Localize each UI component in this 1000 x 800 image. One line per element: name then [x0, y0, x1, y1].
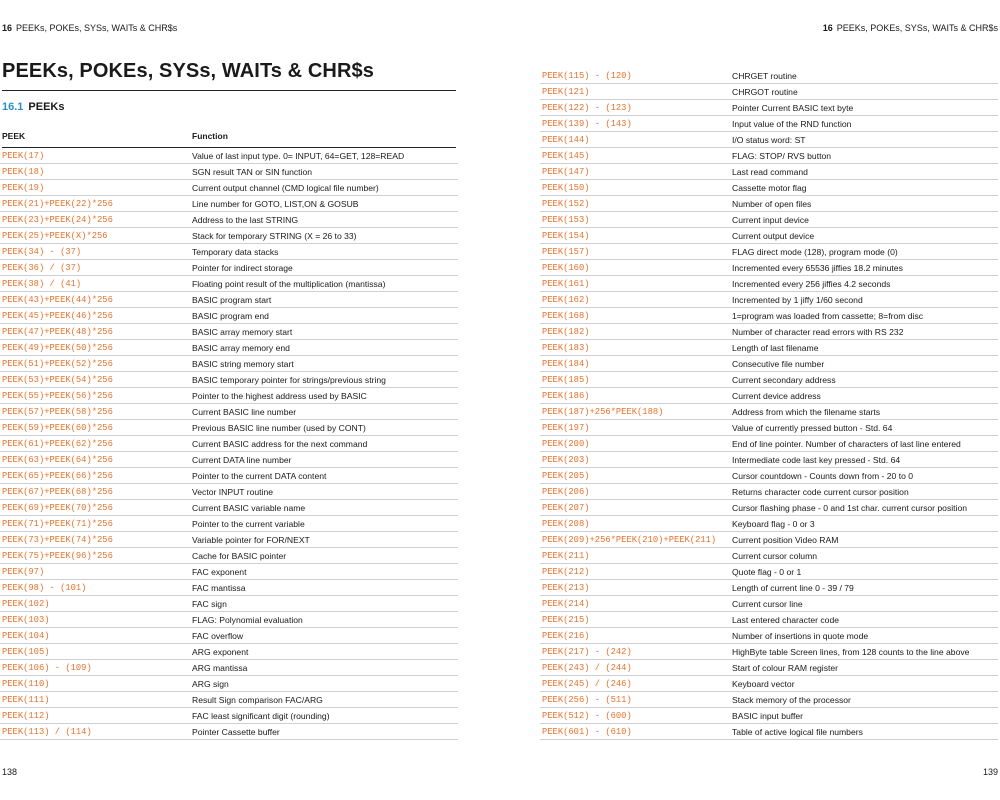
- table-row: [540, 420, 998, 436]
- peek-address: PEEK(69)+PEEK(70)*256: [2, 503, 113, 513]
- peek-address: PEEK(154): [542, 231, 590, 241]
- page-title: PEEKs, POKEs, SYSs, WAITs & CHR$s: [2, 60, 374, 82]
- function-description: HighByte table Screen lines, from 128 counts to the line above: [732, 647, 970, 657]
- table-row: [540, 468, 998, 484]
- table-row: [540, 212, 998, 228]
- page-number: 139: [982, 767, 998, 777]
- function-description: Current output channel (CMD logical file number): [192, 183, 379, 193]
- function-description: BASIC temporary pointer for strings/previous string: [192, 375, 386, 385]
- function-description: CHRGET routine: [732, 71, 797, 81]
- table-row: [540, 708, 998, 724]
- chapter-number: 16: [2, 23, 13, 33]
- column-header-function: Function: [192, 131, 228, 141]
- table-row: [0, 628, 458, 644]
- function-description: Current position Video RAM: [732, 535, 839, 545]
- table-row: [0, 164, 458, 180]
- table-row: [540, 132, 998, 148]
- table-row: [0, 676, 458, 692]
- peek-address: PEEK(18): [2, 167, 45, 177]
- peek-address: PEEK(197): [542, 423, 590, 433]
- function-description: Length of current line 0 - 39 / 79: [732, 583, 854, 593]
- peek-address: PEEK(256) - (511): [542, 695, 632, 705]
- table-row: [0, 500, 458, 516]
- peek-address: PEEK(97): [2, 567, 45, 577]
- table-row: [540, 612, 998, 628]
- function-description: Consecutive file number: [732, 359, 825, 369]
- function-description: Number of open files: [732, 199, 812, 209]
- peek-address: PEEK(512) - (600): [542, 711, 632, 721]
- table-row: [0, 708, 458, 724]
- peek-address: PEEK(187)+256*PEEK(188): [542, 407, 664, 417]
- section-title: PEEKs: [28, 101, 65, 113]
- peek-address: PEEK(184): [542, 359, 590, 369]
- peek-address: PEEK(139) - (143): [542, 119, 632, 129]
- function-description: ARG sign: [192, 679, 229, 689]
- peek-address: PEEK(103): [2, 615, 50, 625]
- table-row: [0, 404, 458, 420]
- table-row: [0, 612, 458, 628]
- chapter-title: PEEKs, POKEs, SYSs, WAITs & CHR$s: [836, 23, 998, 33]
- function-description: Current device address: [732, 391, 821, 401]
- peek-address: PEEK(212): [542, 567, 590, 577]
- function-description: Cursor flashing phase - 0 and 1st char. current cursor position: [732, 503, 968, 513]
- table-row: [540, 724, 998, 740]
- peek-address: PEEK(53)+PEEK(54)*256: [2, 375, 113, 385]
- function-description: Current BASIC variable name: [192, 503, 306, 513]
- running-head: [823, 23, 998, 33]
- peek-address: PEEK(102): [2, 599, 50, 609]
- peek-address: PEEK(214): [542, 599, 590, 609]
- function-description: FAC overflow: [192, 631, 244, 641]
- function-description: BASIC array memory end: [192, 343, 290, 353]
- table-row: [540, 116, 998, 132]
- function-description: Cassette motor flag: [732, 183, 807, 193]
- function-description: Result Sign comparison FAC/ARG: [192, 695, 323, 705]
- peek-address: PEEK(215): [542, 615, 590, 625]
- chapter-title: PEEKs, POKEs, SYSs, WAITs & CHR$s: [16, 23, 178, 33]
- peek-address: PEEK(183): [542, 343, 590, 353]
- left-page: [0, 0, 460, 800]
- peek-address: PEEK(75)+PEEK(96)*256: [2, 551, 113, 561]
- peek-address: PEEK(217) - (242): [542, 647, 632, 657]
- running-head: [2, 23, 177, 33]
- peek-address: PEEK(213): [542, 583, 590, 593]
- table-row: [0, 644, 458, 660]
- function-description: Last read command: [732, 167, 808, 177]
- table-row: [0, 180, 458, 196]
- table-row: [540, 276, 998, 292]
- chapter-number: 16: [822, 23, 833, 33]
- peek-address: PEEK(61)+PEEK(62)*256: [2, 439, 113, 449]
- peek-address: PEEK(208): [542, 519, 590, 529]
- function-description: BASIC input buffer: [732, 711, 804, 721]
- function-description: BASIC program end: [192, 311, 269, 321]
- table-row: [0, 580, 458, 596]
- table-row: [0, 420, 458, 436]
- peek-address: PEEK(162): [542, 295, 590, 305]
- table-row: [540, 516, 998, 532]
- table-row: [540, 196, 998, 212]
- function-description: Pointer Current BASIC text byte: [732, 103, 854, 113]
- peek-address: PEEK(144): [542, 135, 590, 145]
- peek-address: PEEK(168): [542, 311, 590, 321]
- function-description: Pointer to the current DATA content: [192, 471, 327, 481]
- function-description: FAC sign: [192, 599, 227, 609]
- table-row: [540, 596, 998, 612]
- table-row: [0, 452, 458, 468]
- peek-address: PEEK(49)+PEEK(50)*256: [2, 343, 113, 353]
- table-row: [0, 596, 458, 612]
- table-row: [0, 292, 458, 308]
- peek-address: PEEK(157): [542, 247, 590, 257]
- function-description: Number of character read errors with RS 232: [732, 327, 904, 337]
- function-description: Variable pointer for FOR/NEXT: [192, 535, 310, 545]
- peek-address: PEEK(245) / (246): [542, 679, 632, 689]
- function-description: End of line pointer. Number of characters of last line entered: [732, 439, 961, 449]
- function-description: Current output device: [732, 231, 815, 241]
- peek-address: PEEK(122) - (123): [542, 103, 632, 113]
- function-description: Value of last input type. 0= INPUT, 64=GET, 128=READ: [192, 151, 405, 161]
- table-row: [540, 324, 998, 340]
- table-row: [0, 324, 458, 340]
- peek-address: PEEK(153): [542, 215, 590, 225]
- table-row: [540, 548, 998, 564]
- function-description: Floating point result of the multiplication (mantissa): [192, 279, 386, 289]
- table-row: [540, 148, 998, 164]
- peek-address: PEEK(161): [542, 279, 590, 289]
- peek-address: PEEK(203): [542, 455, 590, 465]
- peek-address: PEEK(207): [542, 503, 590, 513]
- function-description: BASIC string memory start: [192, 359, 294, 369]
- table-row: [540, 676, 998, 692]
- right-page: [540, 0, 1000, 800]
- table-row: [0, 564, 458, 580]
- table-row: [540, 372, 998, 388]
- table-row: [540, 84, 998, 100]
- table-row: [540, 532, 998, 548]
- table-row: [0, 212, 458, 228]
- function-description: Keyboard flag - 0 or 3: [732, 519, 815, 529]
- function-description: Current secondary address: [732, 375, 836, 385]
- peek-address: PEEK(145): [542, 151, 590, 161]
- peek-address: PEEK(19): [2, 183, 45, 193]
- function-description: Current input device: [732, 215, 809, 225]
- section-number: 16.1: [2, 101, 24, 113]
- peek-address: PEEK(185): [542, 375, 590, 385]
- peek-address: PEEK(34) - (37): [2, 247, 82, 257]
- table-row: [540, 100, 998, 116]
- peek-address: PEEK(200): [542, 439, 590, 449]
- peek-address: PEEK(55)+PEEK(56)*256: [2, 391, 113, 401]
- peek-address: PEEK(38) / (41): [2, 279, 82, 289]
- peek-address: PEEK(243) / (244): [542, 663, 632, 673]
- peek-address: PEEK(205): [542, 471, 590, 481]
- table-row: [540, 292, 998, 308]
- table-row: [540, 580, 998, 596]
- function-description: Temporary data stacks: [192, 247, 279, 257]
- peek-address: PEEK(36) / (37): [2, 263, 82, 273]
- function-description: Incremented every 65536 jiffies 18.2 minutes: [732, 263, 903, 273]
- table-row: [0, 548, 458, 564]
- peek-table-left: [0, 148, 458, 740]
- table-row: [0, 388, 458, 404]
- column-header-peek: PEEK: [2, 131, 26, 141]
- table-row: [540, 436, 998, 452]
- section-heading: [2, 101, 65, 113]
- peek-address: PEEK(63)+PEEK(64)*256: [2, 455, 113, 465]
- function-description: Keyboard vector: [732, 679, 795, 689]
- table-row: [540, 500, 998, 516]
- function-description: FAC exponent: [192, 567, 247, 577]
- function-description: Current cursor line: [732, 599, 803, 609]
- function-description: Intermediate code last key pressed - Std. 64: [732, 455, 901, 465]
- table-row: [0, 692, 458, 708]
- function-description: Incremented every 256 jiffies 4.2 seconds: [732, 279, 891, 289]
- title-divider: [2, 90, 456, 91]
- peek-address: PEEK(57)+PEEK(58)*256: [2, 407, 113, 417]
- peek-table-right: [540, 68, 998, 740]
- function-description: Incremented by 1 jiffy 1/60 second: [732, 295, 863, 305]
- peek-address: PEEK(71)+PEEK(71)*256: [2, 519, 113, 529]
- table-row: [0, 260, 458, 276]
- table-row: [540, 260, 998, 276]
- peek-address: PEEK(160): [542, 263, 590, 273]
- function-description: BASIC program start: [192, 295, 272, 305]
- table-row: [540, 68, 998, 84]
- table-row: [540, 644, 998, 660]
- function-description: Address from which the filename starts: [732, 407, 881, 417]
- function-description: Pointer to the highest address used by BASIC: [192, 391, 367, 401]
- peek-address: PEEK(110): [2, 679, 50, 689]
- peek-address: PEEK(152): [542, 199, 590, 209]
- table-row: [540, 180, 998, 196]
- peek-address: PEEK(106) - (109): [2, 663, 92, 673]
- function-description: Address to the last STRING: [192, 215, 299, 225]
- function-description: Cursor countdown - Counts down from - 20 to 0: [732, 471, 914, 481]
- table-header: [2, 131, 456, 145]
- table-row: [0, 308, 458, 324]
- table-row: [0, 436, 458, 452]
- peek-address: PEEK(147): [542, 167, 590, 177]
- function-description: Value of currently pressed button - Std. 64: [732, 423, 893, 433]
- peek-address: PEEK(113) / (114): [2, 727, 92, 737]
- table-row: [540, 308, 998, 324]
- function-description: FLAG direct mode (128), program mode (0): [732, 247, 898, 257]
- function-description: Cache for BASIC pointer: [192, 551, 287, 561]
- function-description: Current DATA line number: [192, 455, 292, 465]
- function-description: BASIC array memory start: [192, 327, 293, 337]
- peek-address: PEEK(67)+PEEK(68)*256: [2, 487, 113, 497]
- function-description: SGN result TAN or SIN function: [192, 167, 313, 177]
- table-row: [0, 228, 458, 244]
- function-description: Returns character code current cursor position: [732, 487, 909, 497]
- table-row: [0, 372, 458, 388]
- table-row: [540, 564, 998, 580]
- function-description: 1=program was loaded from cassette; 8=from disc: [732, 311, 924, 321]
- function-description: FAC least significant digit (rounding): [192, 711, 330, 721]
- table-row: [0, 148, 458, 164]
- peek-address: PEEK(43)+PEEK(44)*256: [2, 295, 113, 305]
- peek-address: PEEK(23)+PEEK(24)*256: [2, 215, 113, 225]
- function-description: Number of insertions in quote mode: [732, 631, 869, 641]
- function-description: ARG exponent: [192, 647, 249, 657]
- table-row: [0, 516, 458, 532]
- function-description: Pointer Cassette buffer: [192, 727, 280, 737]
- table-row: [540, 388, 998, 404]
- table-row: [540, 164, 998, 180]
- peek-address: PEEK(105): [2, 647, 50, 657]
- function-description: Stack for temporary STRING (X = 26 to 33): [192, 231, 357, 241]
- peek-address: PEEK(51)+PEEK(52)*256: [2, 359, 113, 369]
- table-row: [0, 340, 458, 356]
- function-description: Quote flag - 0 or 1: [732, 567, 802, 577]
- table-row: [0, 276, 458, 292]
- function-description: Current BASIC line number: [192, 407, 297, 417]
- table-row: [540, 628, 998, 644]
- peek-address: PEEK(115) - (120): [542, 71, 632, 81]
- peek-address: PEEK(112): [2, 711, 50, 721]
- table-row: [540, 484, 998, 500]
- function-description: ARG mantissa: [192, 663, 248, 673]
- peek-address: PEEK(21)+PEEK(22)*256: [2, 199, 113, 209]
- peek-address: PEEK(98) - (101): [2, 583, 87, 593]
- table-row: [0, 724, 458, 740]
- function-description: Vector INPUT routine: [192, 487, 274, 497]
- function-description: CHRGOT routine: [732, 87, 798, 97]
- table-row: [0, 484, 458, 500]
- function-description: Length of last filename: [732, 343, 819, 353]
- function-description: Current cursor column: [732, 551, 818, 561]
- table-row: [540, 356, 998, 372]
- table-row: [0, 356, 458, 372]
- peek-address: PEEK(111): [2, 695, 50, 705]
- peek-address: PEEK(211): [542, 551, 590, 561]
- function-description: Table of active logical file numbers: [732, 727, 863, 737]
- table-row: [0, 532, 458, 548]
- peek-address: PEEK(601) - (610): [542, 727, 632, 737]
- function-description: Previous BASIC line number (used by CONT): [192, 423, 366, 433]
- table-row: [540, 340, 998, 356]
- table-row: [540, 404, 998, 420]
- table-row: [0, 244, 458, 260]
- peek-address: PEEK(104): [2, 631, 50, 641]
- table-row: [0, 468, 458, 484]
- peek-address: PEEK(209)+256*PEEK(210)+PEEK(211): [542, 535, 717, 545]
- peek-address: PEEK(73)+PEEK(74)*256: [2, 535, 113, 545]
- function-description: I/O status word: ST: [732, 135, 806, 145]
- table-row: [540, 452, 998, 468]
- peek-address: PEEK(121): [542, 87, 590, 97]
- peek-address: PEEK(206): [542, 487, 590, 497]
- table-row: [0, 660, 458, 676]
- peek-address: PEEK(45)+PEEK(46)*256: [2, 311, 113, 321]
- table-row: [540, 228, 998, 244]
- function-description: Line number for GOTO, LIST,ON & GOSUB: [192, 199, 359, 209]
- peek-address: PEEK(47)+PEEK(48)*256: [2, 327, 113, 337]
- table-row: [0, 196, 458, 212]
- function-description: Pointer to the current variable: [192, 519, 305, 529]
- table-row: [540, 660, 998, 676]
- peek-address: PEEK(59)+PEEK(60)*256: [2, 423, 113, 433]
- peek-address: PEEK(150): [542, 183, 590, 193]
- function-description: FAC mantissa: [192, 583, 246, 593]
- function-description: Last entered character code: [732, 615, 840, 625]
- function-description: Input value of the RND function: [732, 119, 852, 129]
- function-description: Start of colour RAM register: [732, 663, 839, 673]
- page-number: 138: [2, 767, 18, 777]
- function-description: Current BASIC address for the next command: [192, 439, 368, 449]
- table-row: [540, 244, 998, 260]
- peek-address: PEEK(17): [2, 151, 45, 161]
- function-description: FLAG: STOP/ RVS button: [732, 151, 832, 161]
- table-row: [540, 692, 998, 708]
- peek-address: PEEK(65)+PEEK(66)*256: [2, 471, 113, 481]
- peek-address: PEEK(216): [542, 631, 590, 641]
- peek-address: PEEK(25)+PEEK(X)*256: [2, 231, 108, 241]
- peek-address: PEEK(186): [542, 391, 590, 401]
- function-description: Stack memory of the processor: [732, 695, 851, 705]
- function-description: FLAG: Polynomial evaluation: [192, 615, 303, 625]
- peek-address: PEEK(182): [542, 327, 590, 337]
- function-description: Pointer for indirect storage: [192, 263, 293, 273]
